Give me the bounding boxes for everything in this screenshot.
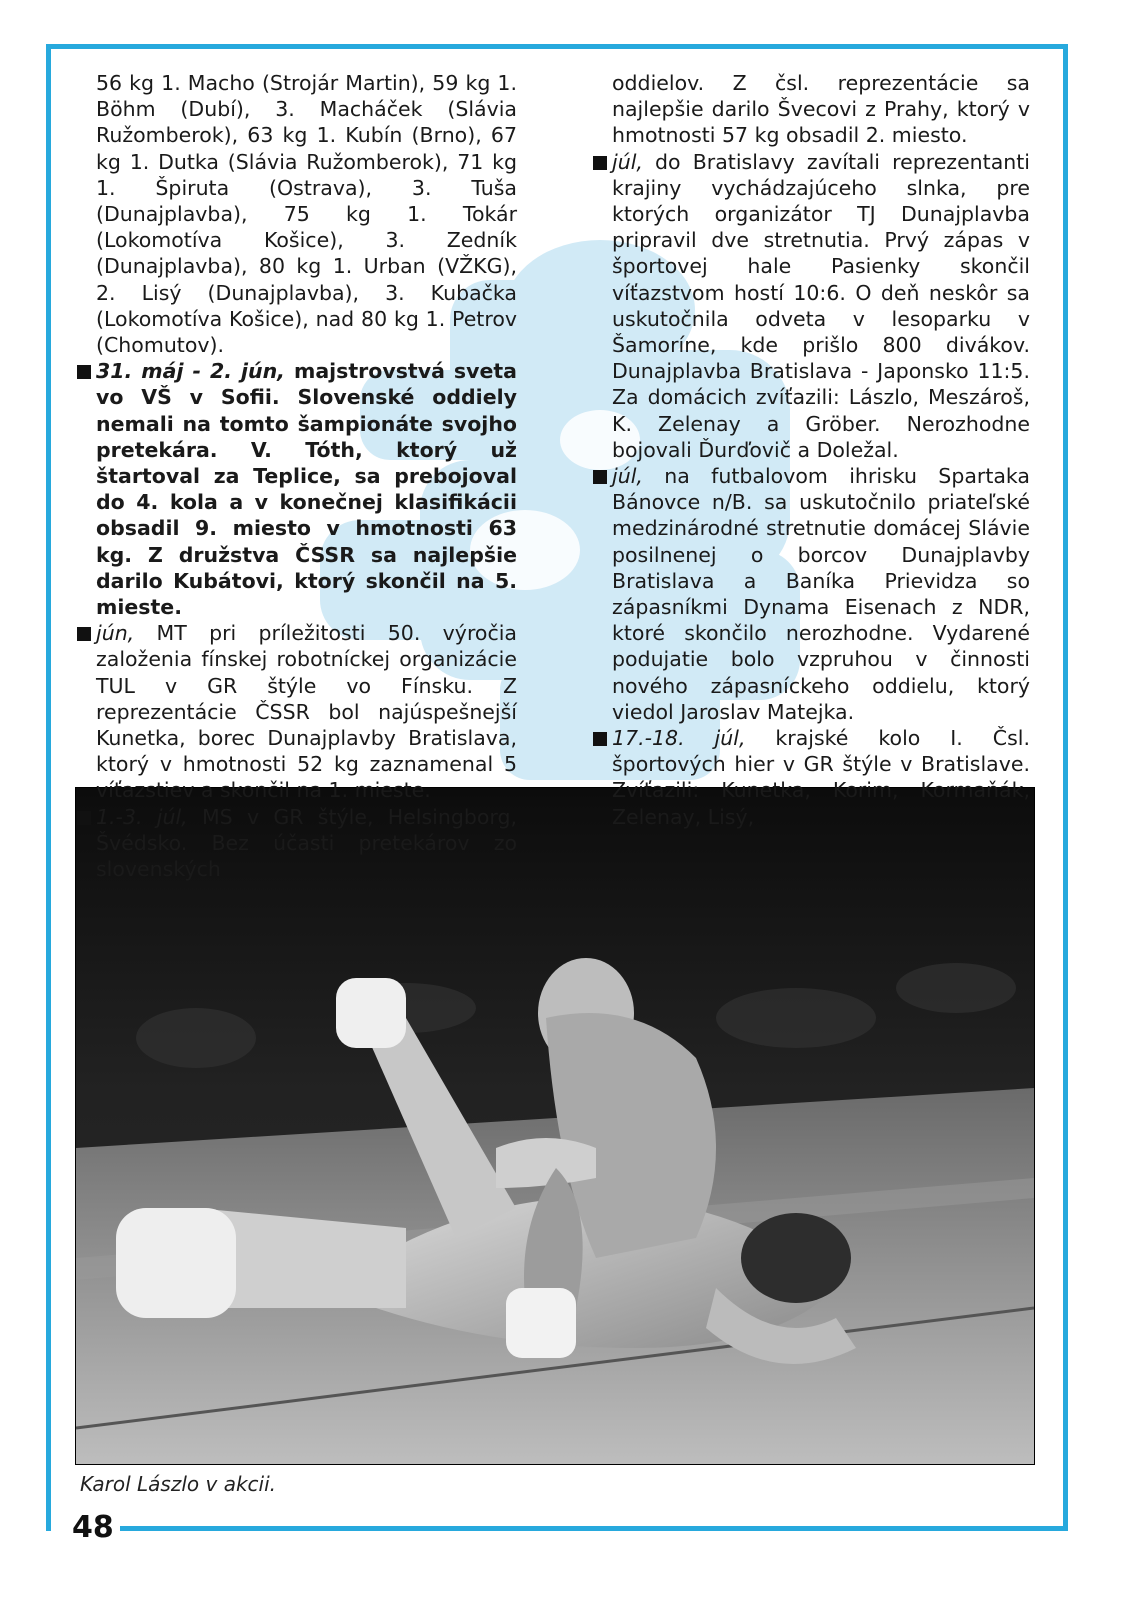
entry-date: 17.-18. júl, [612,726,746,751]
entry-date: jún, [96,621,135,646]
list-item [76,358,517,620]
list-item [76,70,517,358]
square-bullet-icon [593,156,607,170]
list-item [592,149,1030,463]
list-item [592,725,1030,830]
square-bullet-icon [593,732,607,746]
entry-text: MS v GR štýle, Helsingborg, Švédsko. Bez účasti pretekárov zo slovenských [96,804,517,882]
page-frame-bottom [112,1526,1068,1531]
left-column [76,70,517,882]
square-bullet-icon [593,470,607,484]
entry-date: 1.-3. júl, [96,804,188,829]
list-item [76,804,517,883]
entry-text: do Bratislavy zavítali reprezentanti krajiny vychádzajúceho slnka, pre ktorých organizátor TJ Dunajplavba pripravil dve stretnutia. Prvý zápas v športovej hale Pasienky skončil víťazstvom hostí 10:6. O deň neskôr sa uskutočnila odveta v lesoparku v Šamoríne, kde prišlo 800 divákov. Dunajplavba Bratislava - Japonsko 11:5. Za domácich zvíťazili: Lászlo, Meszároš, K. Zelenay a Gröber. Nerozhodne bojovali Ďurďovič a Doležal. [612,149,1030,462]
continuation-text: 56 kg 1. Macho (Strojár Martin), 59 kg 1. Böhm (Dubí), 3. Macháček (Slávia Ružomberok), 63 kg 1. Kubín (Brno), 67 kg 1. Dutka (Slávia Ružomberok), 71 kg 1. Špiruta (Ostrava), 3. Tuša (Dunajplavba), 75 kg 1. Tokár (Lokomotíva Košice), 3. Zedník (Dunajplavba), 80 kg 1. Urban (VŽKG), 2. Lisý (Dunajplavba), 3. Kubačka (Lokomotíva Košice), nad 80 kg 1. Petrov (Chomutov). [96,71,517,358]
wrestlers-image [76,788,1034,1464]
list-item [76,620,517,803]
list-item [592,70,1030,149]
wrestling-photo [75,787,1035,1465]
entry-text: na futbalovom ihrisku Spartaka Bánovce n/B. sa uskutočnilo priateľské medzinárodné stretnutie domácej Slávie posilnenej o borcov Dunajplavby Bratislava a Baníka Prievidza so zápasníkmi Dynama Eisenach z NDR, ktoré skončilo nerozhodne. Vydarené podujatie bolo vzpruhou v činnosti nového zápasníckeho oddielu, ktorý viedol Jaroslav Matejka. [612,464,1030,724]
page-number: 48 [66,1508,120,1548]
entry-date: júl, [612,149,643,174]
entry-date: 31. máj - 2. jún, [96,359,285,384]
entry-date: júl, [612,464,643,489]
right-column [592,70,1030,830]
entry-text: majstrovstvá sveta vo VŠ v Sofii. Slovenské oddiely nemali na tomto šampionáte svojho pretekára. V. Tóth, ktorý už štartoval za Teplice, sa prebojoval do 4. kola a v konečnej klasifikácii obsadil 9. miesto v hmotnosti 63 kg. Z družstva ČSSR sa najlepšie darilo Kubátovi, ktorý skončil na 5. mieste. [96,359,517,620]
entry-text: krajské kolo I. Čsl. športových hier v GR štýle v Bratislave. Zvíťazili: Kunetka, Korim, Kormaňák, Zelenay, Lisý, [612,726,1030,829]
photo-caption: Karol Lászlo v akcii. [80,1472,276,1496]
list-item [592,463,1030,725]
square-bullet-icon [77,365,91,379]
square-bullet-icon [77,811,91,825]
entry-text: MT pri príležitosti 50. výročia založenia fínskej robotníckej organizácie TUL v GR štýle vo Fínsku. Z reprezentácie ČSSR bol najúspešnejší Kunetka, borec Dunajplavby Bratislava, ktorý v hmotnosti 52 kg zaznamenal 5 víťazstiev a skončil na 1. mieste. [96,621,517,803]
continuation-text: oddielov. Z čsl. reprezentácie sa najlepšie darilo Švecovi z Prahy, ktorý v hmotnosti 57 kg obsadil 2. miesto. [612,71,1030,148]
square-bullet-icon [77,627,91,641]
